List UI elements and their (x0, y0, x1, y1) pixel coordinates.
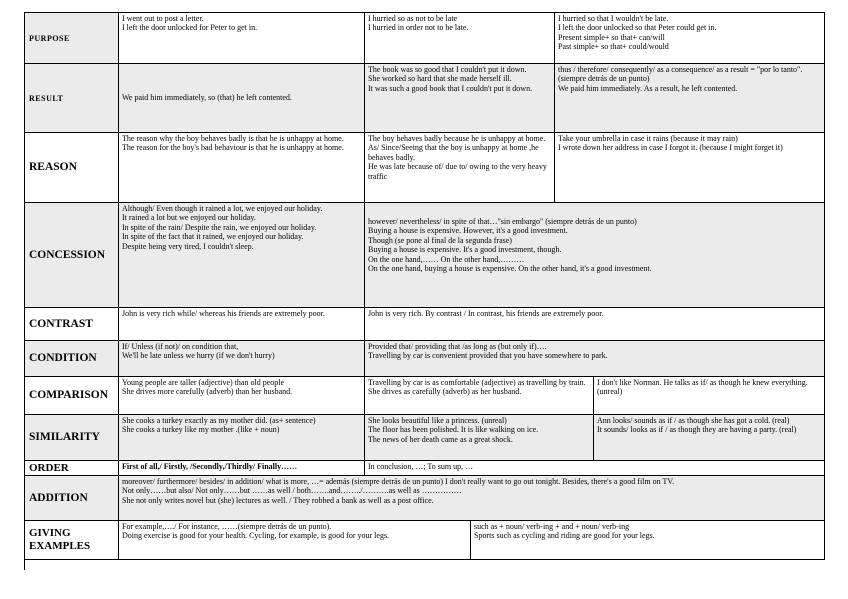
addition-line: Not only……but also/ Not only……but ……as well / both…….and……../……….as well as …………… (122, 486, 462, 496)
concession-line: Buying a house is expensive. It's a good investment, though. (368, 245, 562, 255)
comparison-col3 (594, 377, 824, 414)
result-line: We paid him immediately. As a result, he left contented. (558, 83, 738, 93)
comparison-line: Young people are taller (adjective) than old people (122, 378, 285, 387)
concession-line: On the one hand, buying a house is expensive. On the other hand, it's a good investment. (368, 264, 652, 274)
order-col1 (119, 461, 365, 476)
concession-line: however/ nevertheless/ in spite of that…"sin embargo" (siempre detrás de un punto) (368, 217, 637, 226)
order-col2 (365, 461, 825, 476)
purpose-line: I left the door unlocked so that Peter could get in. (558, 23, 717, 33)
giving-examples-line: Doing exercise is good for your health. Cycling, for example, is good for your legs. (122, 531, 390, 541)
reason-line: As/ Since/Seeing that the boy is unhappy at home ,he behaves badly. (368, 143, 541, 162)
condition-line: Provided that/ providing that /as long as (but only if)…. (368, 342, 547, 351)
reason-line: I wrote down her address in case I forgot it. (because I might forget it) (558, 143, 783, 153)
similarity-col1 (119, 415, 365, 461)
contrast-col2 (365, 308, 825, 341)
comparison-line: She drives more carefully (adverb) than her husband. (122, 387, 293, 397)
reason-line: The reason for the boy's bad behaviour is that he is unhappy at home. (122, 143, 344, 153)
concession-line: Although/ Even though it rained a lot, we enjoyed our holiday. (122, 204, 323, 213)
similarity-line: The news of her death came as a great shock. (368, 434, 513, 444)
comparison-right (365, 377, 825, 415)
addition-col (119, 476, 825, 521)
purpose-line: I left the door unlocked for Peter to get in. (122, 23, 258, 33)
result-line: She worked so hard that she made herself ill. (368, 74, 512, 84)
similarity-line: She looks beautiful like a princess. (unreal) (368, 416, 507, 425)
row-label-order: ORDER (25, 461, 119, 476)
giving-examples-col2 (471, 521, 824, 559)
addition-line: moreover/ furthermore/ besides/ in addition/ what is more, …= además (siempre detrás de un punto) I don't really want to go out tonight. Besides, there's a good film on TV. (122, 477, 675, 486)
condition-col2 (365, 341, 825, 377)
similarity-right (365, 415, 825, 461)
giving-examples-col1 (119, 521, 471, 559)
result-line: thus / therefore/ consequently/ as a consequence/ as a result = "por lo tanto". (siempre detrás de un punto) (558, 65, 805, 84)
reason-col1 (119, 133, 365, 203)
row-label-comparison: COMPARISON (25, 377, 119, 415)
condition-line: Travelling by car is convenient provided that you have somewhere to park. (368, 351, 608, 361)
comparison-col1 (119, 377, 365, 415)
similarity-col3 (594, 415, 824, 460)
result-col1 (119, 64, 365, 133)
row-label-reason: REASON (25, 133, 119, 203)
reason-line: The boy behaves badly because he is unhappy at home. (368, 134, 546, 143)
purpose-line: I went out to post a letter. (122, 14, 204, 23)
row-label-giving-examples: GIVING EXAMPLES (25, 521, 119, 560)
connectors-table (24, 12, 825, 570)
giving-examples-line: such as + noun/ verb-ing + and + noun/ verb-ing (474, 522, 630, 531)
contrast-line: John is very rich while/ whereas his friends are extremely poor. (122, 309, 325, 318)
result-line: We paid him immediately, so (that) he left contented. (122, 93, 292, 103)
purpose-line: Past simple+ so that+ could/would (558, 42, 669, 52)
reason-col3 (555, 133, 825, 203)
similarity-line: Ann looks/ sounds as if / as though she has got a cold. (real) (597, 416, 790, 425)
result-col3 (555, 64, 825, 133)
giving-examples-line: Sports such as cycling and riding are good for your legs. (474, 531, 655, 541)
row-label-contrast: CONTRAST (25, 308, 119, 341)
row-label-purpose: PURPOSE (25, 13, 119, 64)
giving-examples-line: For example,…./ For instance, ……(siempre detrás de un punto). (122, 522, 332, 531)
purpose-col1 (119, 13, 365, 64)
concession-line: It rained a lot but we enjoyed our holiday. (122, 213, 256, 223)
comparison-col2 (365, 377, 594, 414)
result-line: It was such a good book that I couldn't put it down. (368, 83, 533, 93)
comparison-line: Travelling by car is as comfortable (adjective) as travelling by train. (368, 378, 586, 387)
concession-line: In spite of the rain/ Despite the rain, we enjoyed our holiday. (122, 222, 317, 232)
condition-line: We'll be late unless we hurry (if we don't hurry) (122, 351, 275, 361)
similarity-line: She cooks a turkey exactly as my mother did. (as+ sentence) (122, 416, 316, 425)
row-label-addition: ADDITION (25, 476, 119, 521)
concession-line: On the one hand,…… On the other hand,……… (368, 254, 525, 264)
comparison-line: She drives as carefully (adverb) as her husband. (368, 387, 522, 397)
row-label-condition: CONDITION (25, 341, 119, 377)
row-label-result: RESULT (25, 64, 119, 133)
similarity-line: It sounds/ looks as if / as though they are having a party. (real) (597, 425, 797, 435)
condition-line: If/ Unless (if not)/ on condition that, (122, 342, 239, 351)
purpose-line: I hurried in order not to be late. (368, 23, 469, 33)
reason-line: He was late because of/ due to/ owing to the very heavy traffic (368, 162, 549, 181)
purpose-line: I hurried so as not to be late (368, 14, 458, 23)
row-label-concession: CONCESSION (25, 203, 119, 308)
contrast-col1 (119, 308, 365, 341)
similarity-line: The floor has been polished. It is like walking on ice. (368, 425, 539, 435)
order-line: First of all,/ Firstly, /Secondly,/Thirdly/ Finally…… (122, 462, 298, 471)
concession-col1 (119, 203, 365, 308)
reason-line: Take your umbrella in case it rains (because it may rain) (558, 134, 738, 143)
concession-line: Though (se pone al final de la segunda frase) (368, 235, 512, 245)
result-line: The book was so good that I couldn't put it down. (368, 65, 527, 74)
concession-line: Despite being very tired, I couldn't sleep. (122, 241, 254, 251)
row-label-similarity: SIMILARITY (25, 415, 119, 461)
giving-examples-row (119, 521, 825, 560)
purpose-col2 (365, 13, 555, 64)
comparison-line: I don't like Norman. He talks as if/ as though he knew everything. (unreal) (597, 378, 810, 397)
similarity-line: She cooks a turkey like my mother .(like + noun) (122, 425, 280, 435)
result-col2 (365, 64, 555, 133)
contrast-line: John is very rich. By contrast / In contrast, his friends are extremely poor. (368, 309, 604, 318)
reason-line: The reason why the boy behaves badly is that he is unhappy at home. (122, 134, 344, 143)
similarity-col2 (365, 415, 594, 460)
purpose-col3 (555, 13, 825, 64)
purpose-line: Present simple+ so that+ can/will (558, 32, 665, 42)
order-line: In conclusion, …; To sum up, … (368, 462, 474, 471)
concession-line: Buying a house is expensive. However, it's a good investment. (368, 226, 568, 236)
addition-line: She not only writes novel but (she) lectures as well. / They robbed a bank as well as a post office. (122, 495, 434, 505)
purpose-line: I hurried so that I wouldn't be late. (558, 14, 669, 23)
reason-col2 (365, 133, 555, 203)
condition-col1 (119, 341, 365, 377)
concession-col2 (365, 203, 825, 308)
concession-line: In spite of the fact that it rained, we enjoyed our holiday. (122, 232, 304, 242)
